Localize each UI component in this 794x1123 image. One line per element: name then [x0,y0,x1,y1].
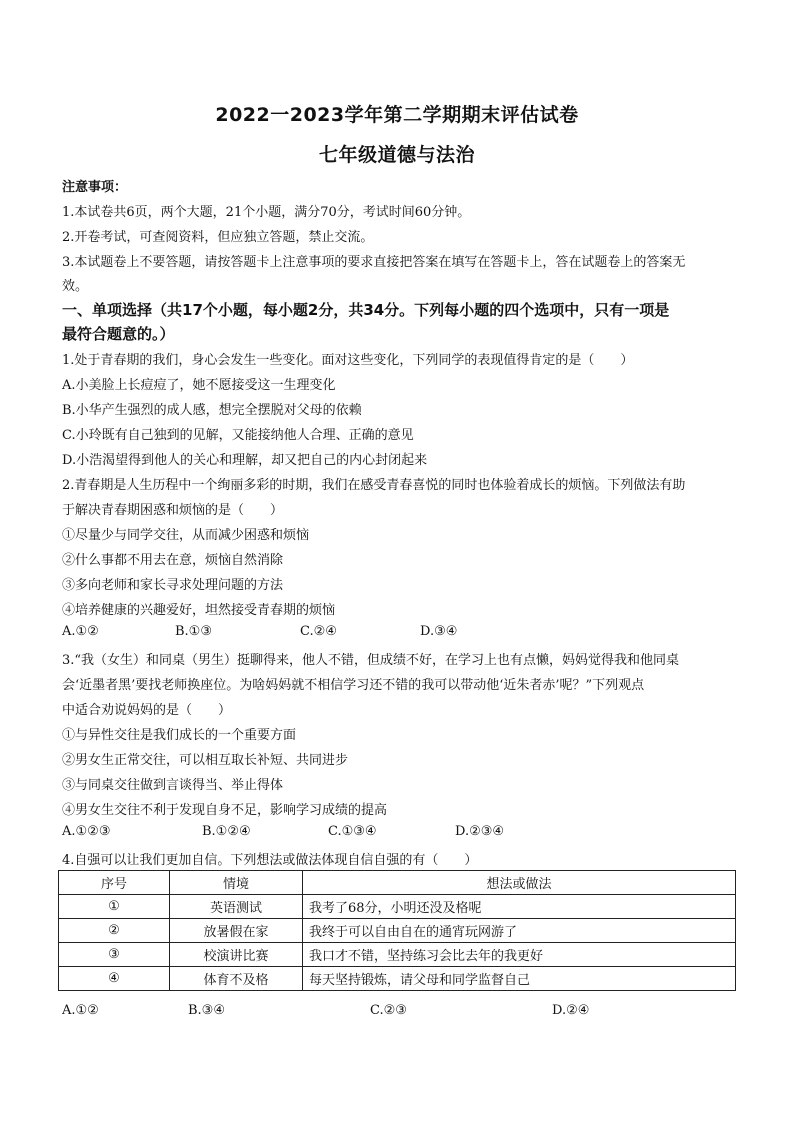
q4-option-d: D.②④ [552,1003,590,1018]
cell-idea: 我终于可以自由自在的通宵玩网游了 [303,919,736,943]
table-row [59,895,736,919]
cell-idea: 我口才不错，坚持练习会比去年的我更好 [303,943,736,967]
q3-stem-cont: 中适合劝说妈妈的是（ ） [62,703,232,718]
q2-option-c: C.②④ [300,624,337,639]
cell-number: ③ [59,943,170,967]
notice-item: 2.开卷考试，可查阅资料，但应独立答题，禁止交流。 [62,230,374,245]
section-heading-cont: 最符合题意的。） [62,325,175,343]
section-heading: 一、单项选择（共17个小题，每小题2分，共34分。下列每小题的四个选项中，只有一项是 [62,301,670,319]
q2-statement-3: ③多向老师和家长寻求处理问题的方法 [62,578,284,593]
cell-situation: 放暑假在家 [170,919,303,943]
q1-option-b: B.小华产生强烈的成人感，想完全摆脱对父母的依赖 [62,403,362,418]
q4-option-b: B.③④ [188,1003,225,1018]
q3-statement-3: ③与同桌交往做到言谈得当、举止得体 [62,778,284,793]
q1-stem: 1.处于青春期的我们，身心会发生一些变化。面对这些变化，下列同学的表现值得肯定的是（ ） [62,353,634,368]
q3-option-a: A.①②③ [62,824,111,839]
q3-statement-4: ④男女生交往不利于发现自身不足，影响学习成绩的提高 [62,803,388,818]
q1-option-c: C.小玲既有自己独到的见解，又能接纳他人合理、正确的意见 [62,428,414,443]
q3-stem: 3.“我（女生）和同桌（男生）挺聊得来，他人不错，但成绩不好，在学习上也有点懒，妈妈觉得我和他同桌 [62,653,680,668]
q2-statement-1: ①尽量少与同学交往，从而减少困惑和烦恼 [62,528,310,543]
q4-option-a: A.①② [62,1003,99,1018]
q3-stem-cont: 会‘近墨者黑’要找老师换座位。为啥妈妈就不相信学习还不错的我可以带动他‘近朱者赤’呢？”下列观点 [62,678,645,693]
q2-stem: 2.青春期是人生历程中一个绚丽多彩的时期，我们在感受青春喜悦的同时也体验着成长的烦恼。下列做法有助 [62,478,686,493]
q2-statement-4: ④培养健康的兴趣爱好，坦然接受青春期的烦恼 [62,603,336,618]
table-row [59,919,736,943]
cell-number: ① [59,895,170,919]
cell-number: ④ [59,967,170,991]
table-header-row [59,871,736,895]
q3-statement-1: ①与异性交往是我们成长的一个重要方面 [62,728,297,743]
cell-situation: 英语测试 [170,895,303,919]
cell-idea: 每天坚持锻炼，请父母和同学监督自己 [303,967,736,991]
notice-item: 3.本试题卷上不要答题，请按答题卡上注意事项的要求直接把答案在填写在答题卡上，答在试题卷上的答案无 [62,255,686,270]
q2-stem-cont: 于解决青春期困惑和烦恼的是（ ） [62,503,284,518]
cell-idea: 我考了68分，小明还没及格呢 [303,895,736,919]
notice-item: 效。 [62,279,89,294]
col-header-number: 序号 [59,871,170,895]
q3-statement-2: ②男女生正常交往，可以相互取长补短、共同进步 [62,753,349,768]
q3-option-b: B.①②④ [202,824,251,839]
q1-option-d: D.小浩渴望得到他人的关心和理解，却又把自己的内心封闭起来 [62,453,428,468]
cell-number: ② [59,919,170,943]
q1-option-a: A.小美脸上长痘痘了，她不愿接受这一生理变化 [62,378,336,393]
cell-situation: 体育不及格 [170,967,303,991]
table-row [59,967,736,991]
q4-option-c: C.②③ [370,1003,407,1018]
q2-statement-2: ②什么事都不用去在意，烦恼自然消除 [62,553,284,568]
cell-situation: 校演讲比赛 [170,943,303,967]
q4-table [58,870,736,991]
table-row [59,943,736,967]
notice-heading: 注意事项： [62,180,128,195]
q2-option-a: A.①② [62,624,99,639]
q2-option-d: D.③④ [420,624,458,639]
exam-title: 2022一2023学年第二学期期末评估试卷 [215,104,579,126]
q3-option-d: D.②③④ [455,824,505,839]
q4-stem: 4.自强可以让我们更加自信。下列想法或做法体现自信自强的有（ ） [62,853,478,868]
col-header-situation: 情境 [170,871,303,895]
notice-item: 1.本试卷共6页，两个大题，21个小题，满分70分，考试时间60分钟。 [62,205,471,220]
col-header-idea: 想法或做法 [303,871,736,895]
q3-option-c: C.①③④ [328,824,377,839]
exam-subtitle: 七年级道德与法治 [318,144,475,166]
q2-option-b: B.①③ [175,624,212,639]
